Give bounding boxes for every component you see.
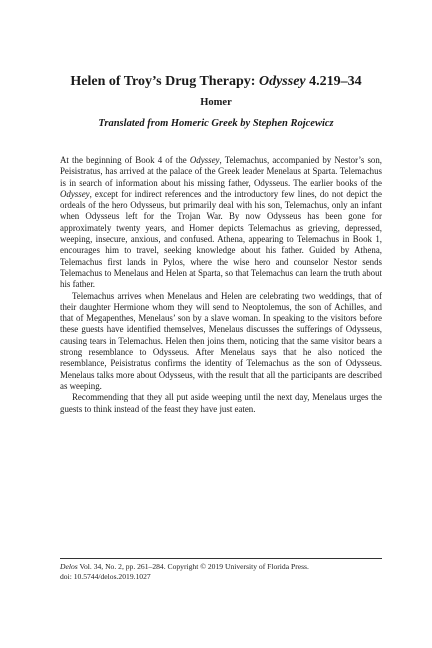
title-work: Odyssey: [258, 74, 306, 89]
citation-details: Vol. 34, No. 2, pp. 261–284. Copyright © 2019 University of Florida Press.: [77, 562, 309, 571]
citation-line: [60, 562, 382, 572]
paragraph-1-text-a: At the beginning of Book 4 of the: [60, 155, 190, 165]
footer-divider: [60, 558, 382, 559]
doi-line: doi: 10.5744/delos.2019.1027: [60, 572, 151, 581]
title-prefix: Helen of Troy’s Drug Therapy:: [70, 74, 259, 89]
paragraph-1: [60, 155, 382, 291]
paragraph-2: Telemachus arrives when Menelaus and Helen are celebrating two weddings, that of their daughter Hermione whom they will send to Neoptolemus, the son of Achilles, and that of Megapenthes, Menelaus’ son by a slave woman. In speaking to the visitors before these guests have identified themselves, Menelaus discusses the sufferings of Odysseus, causing tears in Telemachus. Helen then joins them, noticing that the same visitor bears a strong resemblance to Odysseus. After Menelaus says that he also noticed the resemblance, Peisistratus confirms the identity of Telemachus as the son of Odysseus. Menelaus talks more about Odysseus, with the result that all the participants are described as weeping.: [60, 290, 382, 391]
paragraph-1-italic-a: Odyssey: [189, 155, 220, 165]
paragraph-3: Recommending that they all put aside weeping until the next day, Menelaus urges the guests to think instead of the feast they have just eaten.: [60, 392, 382, 414]
paragraph-1-text-c: , except for indirect references and the introductory few lines, do not depict the ordeals of the hero Odysseus, but primarily deal with his son, Telemachus, only an infant when Odysseus left for the Trojan War. By now Odysseus has been gone for approximately twenty years, and Homer depicts Telemachus as grieving, depressed, weeping, insecure, anxious, and confused. Athena, appearing to Telemachus in Book 1, encourages him to travel, seeking knowledge about his father. Guided by Athena, Telemachus first lands in Pylos, where the wise hero and counselor Nestor sends Telemachus to Menelaus and Helen at Sparta, so that Telemachus can learn the truth about his father.: [60, 188, 382, 290]
author-name: Homer: [200, 97, 232, 108]
paragraph-1-italic-b: Odyssey: [60, 188, 90, 199]
citation-footer: [60, 562, 382, 582]
title-suffix: 4.219–34: [305, 74, 362, 89]
article-body: [60, 155, 382, 415]
paragraph-1-text-b: , Telemachus, accompanied by Nestor’s son, Peisistratus, has arrived at the palace of the Greek leader Menelaus at Sparta. Telemachus is in search of information about his missing father, Odysseus. The earlier books of the: [60, 155, 383, 188]
article-title: [40, 73, 392, 91]
journal-name: Delos: [60, 562, 78, 571]
translator-credit: Translated from Homeric Greek by Stephen Rojcewicz: [98, 118, 334, 129]
